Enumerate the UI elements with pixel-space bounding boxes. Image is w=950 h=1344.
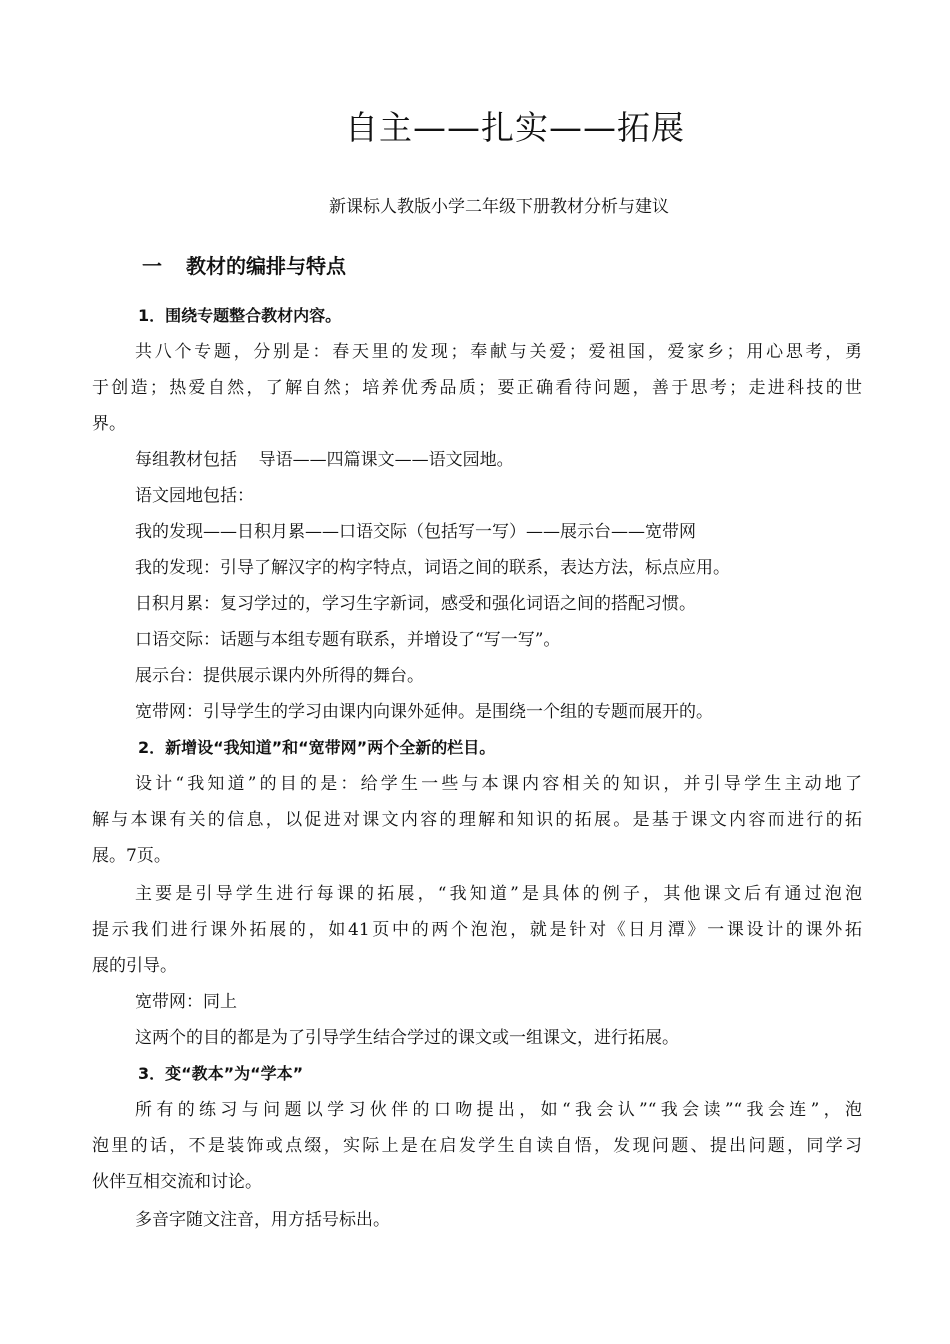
paragraph-line: 主要是引导学生进行每课的拓展，“我知道”是具体的例子，其他课文后有通过泡泡 [135,884,862,904]
paragraph-line: 伙伴互相交流和讨论。 [92,1172,262,1192]
paragraph-line: 解与本课有关的信息，以促进对课文内容的理解和知识的拓展。是基于课文内容而进行的拓 [92,810,862,830]
paragraph-line: 展示台：提供展示课内外所得的舞台。 [135,666,424,686]
subheading-2: 2．新增设“我知道”和“宽带网”两个全新的栏目。 [138,738,496,757]
paragraph-line: 这两个的目的都是为了引导学生结合学过的课文或一组课文，进行拓展。 [135,1028,679,1048]
paragraph-line: 所有的练习与问题以学习伙伴的口吻提出，如“我会认”“我会读”“我会连”，泡 [135,1100,862,1120]
document-body [92,298,862,1238]
subheading-3: 3．变“教本”为“学本” [138,1064,304,1083]
paragraph-line: 口语交际：话题与本组专题有联系，并增设了“写一写”。 [135,630,561,650]
paragraph-line: 展。7页。 [92,846,171,866]
paragraph-line: 宽带网：同上 [135,992,237,1012]
paragraph-line: 于创造；热爱自然，了解自然；培养优秀品质；要正确看待问题，善于思考；走进科技的世 [92,378,862,398]
section-number: 一 [142,254,162,278]
document-title: 自主——扎实——拓展 [345,108,685,147]
section-label: 教材的编排与特点 [186,254,346,278]
paragraph-line: 每组教材包括 导语——四篇课文——语文园地。 [135,450,514,470]
document-subtitle: 新课标人教版小学二年级下册教材分析与建议 [329,197,669,217]
paragraph-line: 设计“我知道”的目的是：给学生一些与本课内容相关的知识，并引导学生主动地了 [135,774,862,794]
paragraph-line: 我的发现：引导了解汉字的构字特点，词语之间的联系，表达方法，标点应用。 [135,558,730,578]
paragraph-line: 展的引导。 [92,956,177,976]
section-heading [142,250,346,279]
paragraph-line: 多音字随文注音，用方括号标出。 [135,1210,390,1230]
paragraph-line: 提示我们进行课外拓展的，如41页中的两个泡泡，就是针对《日月潭》一课设计的课外拓 [92,920,862,940]
paragraph-line: 界。 [92,414,126,434]
paragraph-line: 泡里的话，不是装饰或点缀，实际上是在启发学生自读自悟，发现问题、提出问题，同学习 [92,1136,862,1156]
paragraph-line: 我的发现——日积月累——口语交际（包括写一写）——展示台——宽带网 [135,522,696,542]
paragraph-line: 日积月累：复习学过的，学习生字新词，感受和强化词语之间的搭配习惯。 [135,594,696,614]
subheading-1: 1．围绕专题整合教材内容。 [138,306,342,325]
paragraph-line: 语文园地包括： [135,486,254,506]
paragraph-line: 共八个专题，分别是：春天里的发现；奉献与关爱；爱祖国，爱家乡；用心思考，勇 [135,342,862,362]
paragraph-line: 宽带网：引导学生的学习由课内向课外延伸。是围绕一个组的专题而展开的。 [135,702,713,722]
